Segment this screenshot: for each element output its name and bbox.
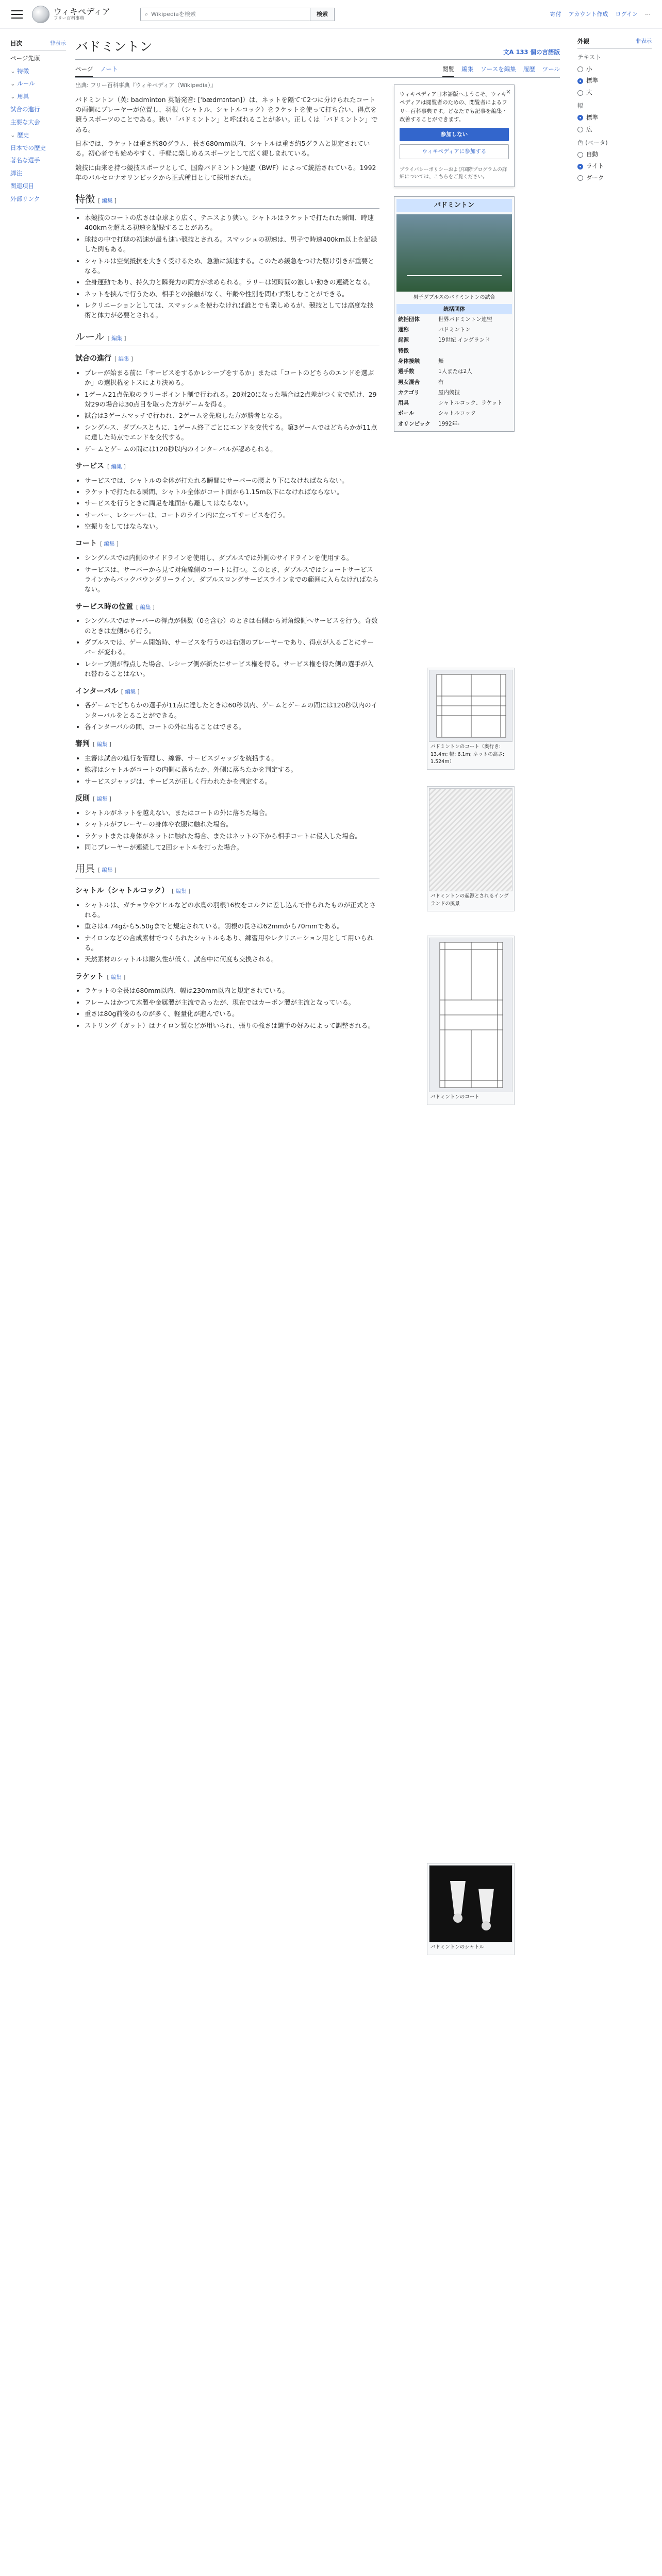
toc-item[interactable]: 外部リンク xyxy=(10,195,40,202)
page-source-note: 出典: フリー百科事典『ウィキペディア（Wikipedia）』 xyxy=(75,81,217,89)
section-heading xyxy=(75,886,379,897)
tab-edit[interactable]: 編集 xyxy=(461,65,474,73)
infobox-key: 起源 xyxy=(398,337,409,344)
radio-icon xyxy=(577,152,583,158)
section-heading xyxy=(75,602,379,613)
list-item: • シングルスでは内側のサイドラインを使用し、ダブルスでは外側のサイドラインを使用する。 xyxy=(85,553,379,563)
section-edit-link[interactable]: [ 編集 ] xyxy=(114,356,133,362)
search-input[interactable] xyxy=(140,8,310,21)
infobox-image[interactable] xyxy=(396,214,512,292)
toc-item[interactable]: 試合の進行 xyxy=(10,106,40,113)
infobox-key: オリンピック xyxy=(398,420,431,427)
wikipedia-globe-icon xyxy=(32,6,49,23)
title-row xyxy=(75,37,560,60)
section-heading-text: サービス時の位置 xyxy=(75,602,133,611)
article-sections xyxy=(75,192,379,1030)
section-heading-text: 特徴 xyxy=(75,193,95,205)
intro-paragraph: 日本では、ラケットは重さ約80グラム、長さ680mm以内、シャトルは重さ約5グラムと規定されている。初心者でも始めやすく、手軽に楽しめるスポーツとして広く親しまれている。 xyxy=(75,140,370,158)
user-links xyxy=(550,10,651,19)
list-item: • ラケットで打たれる瞬間、シャトル全体がコート面から1.15m以下になければならない。 xyxy=(85,487,379,497)
section-list xyxy=(75,700,379,732)
list-item: • レシーブ側が得点した場合、レシーブ側が新たにサービス権を得る。サービス権を得た側の選手が入れ替わることはない。 xyxy=(85,659,379,679)
article-main xyxy=(66,29,569,1950)
section-edit-link[interactable]: [ 編集 ] xyxy=(121,689,140,695)
infobox-value: 無 xyxy=(438,358,444,364)
history-illustration-image[interactable] xyxy=(429,788,512,891)
infobox-row xyxy=(396,356,512,366)
section-heading xyxy=(75,686,379,698)
width-label: 幅 xyxy=(577,102,584,110)
section-heading-text: サービス xyxy=(75,462,104,470)
section-heading xyxy=(75,972,379,983)
appearance-panel xyxy=(569,29,652,1035)
infobox-value xyxy=(437,346,512,356)
section-heading xyxy=(75,739,379,750)
toc-item[interactable]: ⌄ 用具 xyxy=(10,92,66,101)
list-item: • サービスジャッジは、サービスが正しく行われたかを判定する。 xyxy=(85,776,379,786)
list-item: • ラケットまたは身体がネットに触れた場合、またはネットの下から相手コートに侵入した場合。 xyxy=(85,831,379,841)
toc-title: 目次 非表示 xyxy=(10,39,66,51)
section-heading xyxy=(75,353,379,365)
infobox-value: 1人または2人 xyxy=(438,368,472,375)
figure-court-lines xyxy=(427,936,515,1105)
list-item: • 天然素材のシャトルは耐久性が低く、試合中に何度も交換される。 xyxy=(85,954,379,964)
infobox-key: カテゴリ xyxy=(398,389,420,396)
notice-small-text: プライバシーポリシーおよび国際プログラムの詳細については、こちらをご覧ください。 xyxy=(400,166,507,180)
toc-item[interactable]: ⌄ ルール xyxy=(10,79,66,89)
section-edit-link[interactable]: [ 編集 ] xyxy=(93,796,111,802)
figure-shuttlecock xyxy=(427,1863,515,1955)
list-item: • フレームはかつて木製や金属製が主流であったが、現在ではカーボン製が主流となっている。 xyxy=(85,997,379,1007)
intro-paragraph: バドミントン（英: badminton 英語発音: [ˈbædmɪntən]）は、ネットを隔てて2つに分けられたコートの両側にプレーヤーが位置し、羽根（シャトル、シャトルコック）をラケットを使って打ち合い、得点を競うスポーツのことである。狭い「バドミントン」と呼ばれることが多い。正しくは「バドミントン」である。 xyxy=(75,95,378,133)
logo-subtitle: フリー百科事典 xyxy=(54,15,85,21)
language-icon: 文A xyxy=(503,48,514,56)
list-item: • 1ゲーム21点先取のラリーポイント制で行われる。20対20になった場合は2点差がつくまで続け、29対29の場合は30点目を取った方がゲームを得る。 xyxy=(85,389,379,410)
list-item: • サービスは、サーバーから見て対角線側のコートに打つ。このとき、ダブルスではショートサービスラインからバックバウンダリーライン、ダブルスロングサービスラインまでの範囲に入らなければならない。 xyxy=(85,565,379,595)
shuttlecock-icon xyxy=(429,1866,513,1942)
radio-text-standard[interactable]: 標準 xyxy=(577,76,652,86)
section-list xyxy=(75,553,379,595)
section-list xyxy=(75,476,379,532)
infobox-value: 屋内競技 xyxy=(438,389,460,396)
list-item: • 空振りをしてはならない。 xyxy=(85,521,379,531)
infobox-key: 特徴 xyxy=(398,347,409,354)
infobox xyxy=(394,196,515,432)
site-header xyxy=(0,0,662,29)
list-item: • ダブルスでは、ゲーム開始時、サービスを行うのは右側のプレーヤーであり、得点が入るごとにサーバーが変わる。 xyxy=(85,637,379,657)
figure-caption: バドミントンのコート（奥行き: 13.4m; 幅: 6.1m; ネットの高さ: 1.524m） xyxy=(431,744,505,765)
search-placeholder: Wikipediaを検索 xyxy=(151,10,196,18)
infobox-row xyxy=(396,325,512,335)
radio-icon xyxy=(577,90,583,96)
infobox-row xyxy=(396,377,512,387)
section-heading-text: シャトル（シャトルコック） xyxy=(75,886,169,895)
radio-width-standard[interactable]: 標準 xyxy=(577,113,652,123)
infobox-value: 世界バドミントン連盟 xyxy=(438,316,492,323)
notice-secondary-button[interactable]: ウィキペディアに参加する xyxy=(400,144,509,159)
infobox-value: バドミントン xyxy=(438,327,471,333)
toc-item[interactable]: 関連項目 xyxy=(10,182,34,190)
toc-item-top[interactable]: ページ先頭 xyxy=(10,54,40,62)
more-options-icon[interactable]: ⋯ xyxy=(645,10,651,18)
search-button[interactable]: 検索 xyxy=(310,8,335,21)
section-heading-text: 試合の進行 xyxy=(75,354,111,363)
infobox-subheading: 統括団体 xyxy=(396,304,512,314)
toc-hide-button[interactable]: 非表示 xyxy=(49,40,66,46)
language-button[interactable]: 文A 133 個の言語版 xyxy=(503,48,560,56)
radio-icon xyxy=(577,66,583,72)
infobox-row xyxy=(396,408,512,418)
list-item: • シャトルは、ガチョウやアヒルなどの水鳥の羽根16枚をコルクに差し込んで作られたものが正式とされる。 xyxy=(85,900,379,920)
list-item: • 本競技のコートの広さは卓球より広く、テニスより狭い。シャトルはラケットで打たれた瞬間、時速400kmを超える初速を記録することがある。 xyxy=(85,213,379,233)
tab-page[interactable]: ページ xyxy=(75,63,93,77)
toc-item[interactable]: 日本での歴史 xyxy=(10,144,46,151)
toc-list xyxy=(10,67,66,204)
list-item: • シャトルがプレーヤーの身体や衣服に触れた場合。 xyxy=(85,819,379,829)
list-item: • レクリエーションとしては、スマッシュを使わなければ誰とでも楽しめるが、競技としては高度な技術と体力が必要とされる。 xyxy=(85,300,379,320)
infobox-row xyxy=(396,346,512,356)
search-icon: ⌕ xyxy=(145,10,148,18)
section-edit-link[interactable]: [ 編集 ] xyxy=(108,335,126,342)
infobox-row xyxy=(396,314,512,325)
infobox-key: 男女混合 xyxy=(398,379,420,385)
section-edit-link[interactable]: [ 編集 ] xyxy=(136,604,155,611)
infobox-value: 有 xyxy=(438,379,444,385)
search-form xyxy=(140,8,335,21)
tab-tools[interactable]: ツール xyxy=(542,65,560,73)
page-container xyxy=(0,29,662,1950)
section-edit-link[interactable]: [ 編集 ] xyxy=(172,888,190,894)
section-edit-link[interactable]: [ 編集 ] xyxy=(93,741,111,748)
site-logo[interactable] xyxy=(32,6,120,23)
radio-icon xyxy=(577,175,583,181)
article-content xyxy=(75,95,379,1030)
text-size-label: テキスト xyxy=(577,53,601,61)
tab-history[interactable]: 履歴 xyxy=(523,65,535,73)
intro-paragraph: 競技に由来を持つ競技スポーツとして、国際バドミントン連盟（BWF）によって統括されている。1992年のバルセロナオリンピックから正式種目として採用された。 xyxy=(75,163,376,182)
list-item: • ナイロンなどの合成素材でつくられたシャトルもあり、練習用やレクリエーション用として用いられる。 xyxy=(85,933,379,953)
list-item: • サービスでは、シャトルの全体が打たれる瞬間にサーバーの腰より下になければならない。 xyxy=(85,476,379,485)
section-heading xyxy=(75,538,379,550)
list-item: • ストリング（ガット）はナイロン製などが用いられ、張りの強さは選手の好みによって調整される。 xyxy=(85,1021,379,1030)
list-item: • シャトルがネットを越えない、またはコートの外に落ちた場合。 xyxy=(85,808,379,818)
section-heading xyxy=(75,793,379,805)
list-item: • サーバー、レシーバーは、コートのライン内に立ってサービスを行う。 xyxy=(85,510,379,520)
list-item: • 試合は3ゲームマッチで行われ、2ゲームを先取した方が勝者となる。 xyxy=(85,411,379,420)
court-lines-image[interactable] xyxy=(429,938,512,1092)
radio-icon xyxy=(577,127,583,132)
list-item: • ネットを挟んで行うため、相手との接触がなく、年齢や性別を問わず楽しむことができる。 xyxy=(85,289,379,299)
section-heading xyxy=(75,861,379,878)
section-edit-link[interactable]: [ 編集 ] xyxy=(100,541,119,547)
list-item: • 重さは4.74gから5.50gまでと規定されている。羽根の長さは62mmから70mmである。 xyxy=(85,921,379,931)
section-list xyxy=(75,368,379,454)
logo-title: ウィキペディア xyxy=(54,7,110,17)
list-item: • 主審は試合の進行を管理し、線審、サービスジャッジを統括する。 xyxy=(85,753,379,763)
figure-history xyxy=(427,786,515,911)
notice-primary-button[interactable]: 参加しない xyxy=(400,128,509,141)
appearance-hide-button[interactable]: 非表示 xyxy=(635,38,652,44)
section-heading-text: コート xyxy=(75,539,97,548)
tab-read[interactable]: 閲覧 xyxy=(442,63,454,77)
tab-edit-source[interactable]: ソースを編集 xyxy=(481,65,516,73)
radio-selected-icon xyxy=(577,78,583,84)
infobox-value: シャトルコック、ラケット xyxy=(438,400,503,406)
infobox-title: バドミントン xyxy=(396,199,512,212)
list-item: • 球技の中で打球の初速が最も速い競技とされる。スマッシュの初速は、男子で時速400km以上を記録した例もある。 xyxy=(85,234,379,255)
section-heading-text: インターバル xyxy=(75,687,118,696)
list-item: • 各インターバルの間、コートの外に出ることはできる。 xyxy=(85,722,379,732)
section-heading xyxy=(75,192,379,209)
section-heading-text: 反則 xyxy=(75,794,90,803)
figure-caption: バドミントンのシャトル xyxy=(431,1944,485,1950)
infobox-value: シャトルコック xyxy=(438,410,476,417)
section-list xyxy=(75,986,379,1030)
welcome-notice xyxy=(394,84,515,187)
shuttlecock-image[interactable] xyxy=(429,1865,512,1942)
list-item: • 全身運動であり、持久力と瞬発力の両方が求められる。ラリーは短時間の激しい動きの連続となる。 xyxy=(85,277,379,287)
section-edit-link[interactable]: [ 編集 ] xyxy=(98,867,117,873)
list-item: • 重さは80g前後のものが多く、軽量化が進んでいる。 xyxy=(85,1009,379,1019)
figure-caption: バドミントンの起源とされるイングランドの風景 xyxy=(431,893,509,907)
section-heading xyxy=(75,461,379,472)
list-item: • プレーが始まる前に「サービスをするかレシーブをするか」または「コートのどちらのエンドを選ぶか」の選択権をトスにより決める。 xyxy=(85,368,379,388)
radio-color-dark[interactable]: ダーク xyxy=(577,174,652,183)
court-lines-icon xyxy=(429,938,513,1092)
section-list xyxy=(75,213,379,320)
court-diagram-image[interactable] xyxy=(429,670,512,742)
list-item: • シングルスではサーバーの得点が偶数（0を含む）のときは右側から対角線側へサービスを行う。奇数のときは左側から行う。 xyxy=(85,616,379,636)
radio-width-wide[interactable]: 広 xyxy=(577,125,652,134)
close-icon[interactable]: × xyxy=(505,88,511,95)
infobox-key: ボール xyxy=(398,410,415,417)
infobox-key: 用具 xyxy=(398,400,409,406)
infobox-key: 統括団体 xyxy=(398,316,420,323)
section-heading xyxy=(75,330,379,346)
section-edit-link[interactable]: [ 編集 ] xyxy=(107,974,125,980)
list-item: • 線審はシャトルがコートの内側に落ちたか、外側に落ちたかを判定する。 xyxy=(85,765,379,774)
list-item: • 各ゲームでどちらかの選手が11点に達したときは60秒以内、ゲームとゲームの間には120秒以内のインターバルをとることができる。 xyxy=(85,700,379,720)
infobox-value: 19世紀 イングランド xyxy=(438,337,490,344)
toc-item[interactable]: 著名な選手 xyxy=(10,157,40,164)
list-item: • ゲームとゲームの間には120秒以内のインターバルが認められる。 xyxy=(85,444,379,454)
section-heading-text: 審判 xyxy=(75,740,90,749)
section-edit-link[interactable]: [ 編集 ] xyxy=(98,198,117,204)
figure-caption: バドミントンのコート xyxy=(431,1094,479,1100)
infobox-row xyxy=(396,387,512,398)
infobox-row xyxy=(396,335,512,345)
infobox-key: 通称 xyxy=(398,327,409,333)
list-item: • シャトルは空気抵抗を大きく受けるため、急激に減速する。このため緩急をつけた駆け引きが重要となる。 xyxy=(85,256,379,276)
figure-court xyxy=(427,668,515,770)
toc-item[interactable]: 主要な大会 xyxy=(10,118,40,126)
appearance-title: 外観 非表示 xyxy=(577,37,652,49)
list-item: • サービスを行うときに両足を地面から離してはならない。 xyxy=(85,498,379,508)
court-diagram-icon xyxy=(429,670,513,741)
section-heading-text: ルール xyxy=(75,331,105,343)
donate-link[interactable]: 寄付 xyxy=(550,10,561,18)
radio-text-small[interactable]: 小 xyxy=(577,65,652,74)
page-title: バドミントン xyxy=(75,39,153,54)
infobox-value: 1992年- xyxy=(438,420,460,427)
login-link[interactable]: ログイン xyxy=(615,10,638,18)
infobox-table xyxy=(396,314,512,429)
radio-selected-icon xyxy=(577,115,583,121)
toc-item[interactable]: ⌄ 歴史 xyxy=(10,131,66,140)
toc-item[interactable]: ⌄ 特徴 xyxy=(10,67,66,76)
infobox-key: 身体接触 xyxy=(398,358,420,364)
radio-color-light[interactable]: ライト xyxy=(577,162,652,171)
infobox-row xyxy=(396,366,512,377)
main-menu-icon[interactable] xyxy=(11,10,23,19)
infobox-caption: 男子ダブルスのバドミントンの試合 xyxy=(413,295,495,301)
infobox-key: 選手数 xyxy=(398,368,415,375)
section-list xyxy=(75,900,379,964)
toc-sidebar xyxy=(10,29,66,1035)
radio-selected-icon xyxy=(577,164,583,170)
list-item: • シングルス、ダブルスともに、1ゲーム終了ごとにエンドを交代する。第3ゲームではどちらかが11点に達した時点でエンドを交代する。 xyxy=(85,422,379,443)
section-edit-link[interactable]: [ 編集 ] xyxy=(107,464,126,470)
toc-item[interactable]: 脚注 xyxy=(10,170,22,177)
radio-color-auto[interactable]: 自動 xyxy=(577,150,652,159)
section-heading-text: 用具 xyxy=(75,863,95,875)
radio-text-large[interactable]: 大 xyxy=(577,88,652,97)
list-item: • 同じプレーヤーが連続して2回シャトルを打った場合。 xyxy=(85,842,379,852)
section-list xyxy=(75,753,379,786)
list-item: • ラケットの全長は680mm以内、幅は230mm以内と規定されている。 xyxy=(85,986,379,995)
section-heading-text: ラケット xyxy=(75,972,104,981)
page-tabs xyxy=(75,63,560,78)
create-account-link[interactable]: アカウント作成 xyxy=(568,10,608,18)
section-list xyxy=(75,808,379,853)
infobox-row xyxy=(396,398,512,408)
notice-text: ウィキペディア日本語版へようこそ。ウィキペディアは閲覧者のための、閲覧者によるフリー百科事典です。どなたでも記事を編集・改善することができます。 xyxy=(400,91,508,123)
tab-talk[interactable]: ノート xyxy=(100,65,118,73)
infobox-row xyxy=(396,419,512,429)
color-label: 色 (ベータ) xyxy=(577,139,608,146)
section-list xyxy=(75,616,379,679)
